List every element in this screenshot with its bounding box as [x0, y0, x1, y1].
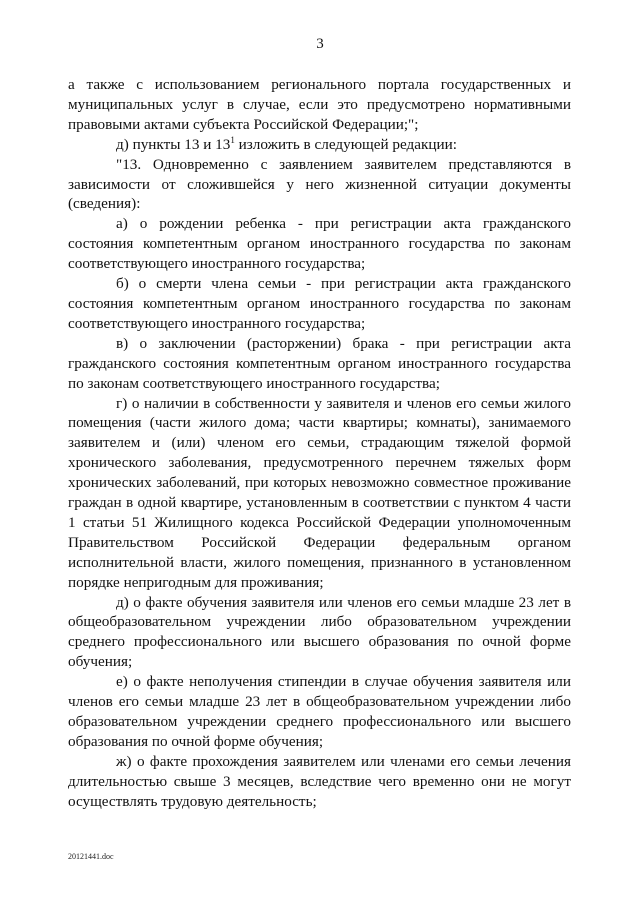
paragraph-subitem-v: в) о заключении (расторжении) брака - при регистрации акта гражданского состояния компетентным органом иностранного государства по законам соответствующего иностранного государства; [68, 334, 571, 392]
paragraph-subitem-d: д) о факте обучения заявителя или членов его семьи младше 23 лет в общеобразовательном учреждении либо образовательном учреждении среднего профессионального или высшего образования по очной форме обучения; [68, 593, 571, 671]
paragraph-subitem-b: б) о смерти члена семьи - при регистрации акта гражданского состояния компетентным органом иностранного государства по законам соответствующего иностранного государства; [68, 275, 571, 332]
paragraph-subitem-g: г) о наличии в собственности у заявителя и членов его семьи жилого помещения (части жилого дома; части квартиры; комнаты), занимаемого заявителем и (или) членом его семьи, страдающим тяжелой формой хронического заболевания, предусмотренного перечнем тяжелых форм хронических заболеваний, при которых невозможно совместное проживание граждан в одной квартире, установленным в соответствии с пунктом 4 части 1 статьи 51 Жилищного кодекса Российской Федерации уполномоченным Правительством Российской Федерации федеральным органом исполнительной власти, жилого помещения, признанного в установленном порядке непригодным для проживания; [68, 394, 571, 591]
paragraph-amendment-instruction [68, 135, 571, 155]
amendment-superscript: 1 [230, 134, 235, 145]
footer-filename: 20121441.doc [68, 852, 114, 861]
amendment-suffix: изложить в следующей редакции: [234, 135, 457, 153]
paragraph-subitem-a: а) о рождении ребенка - при регистрации акта гражданского состояния компетентным органом иностранного государства по законам соответствующего иностранного государства; [68, 215, 571, 273]
page-number: 3 [316, 36, 324, 52]
amendment-prefix: д) пункты 13 и 13 [116, 135, 231, 153]
paragraph-subitem-zh: ж) о факте прохождения заявителем или членами его семьи лечения длительностью свыше 3 месяцев, вследствие чего временно они не могут осуществлять трудовую деятельность; [68, 752, 571, 810]
paragraph-subitem-e: е) о факте неполучения стипендии в случае обучения заявителя или членов его семьи младше 23 лет в общеобразовательном учреждении либо образовательном учреждении среднего профессионального или высшего образования по очной форме обучения; [68, 673, 571, 750]
document-body [68, 75, 571, 812]
paragraph-continuation: а также с использованием регионального портала государственных и муниципальных услуг в случае, если это предусмотрено нормативными правовыми актами субъекта Российской Федерации;"; [68, 76, 571, 133]
paragraph-item-13: "13. Одновременно с заявлением заявителем представляются в зависимости от сложившейся у него жизненной ситуации документы (сведения): [68, 155, 571, 213]
